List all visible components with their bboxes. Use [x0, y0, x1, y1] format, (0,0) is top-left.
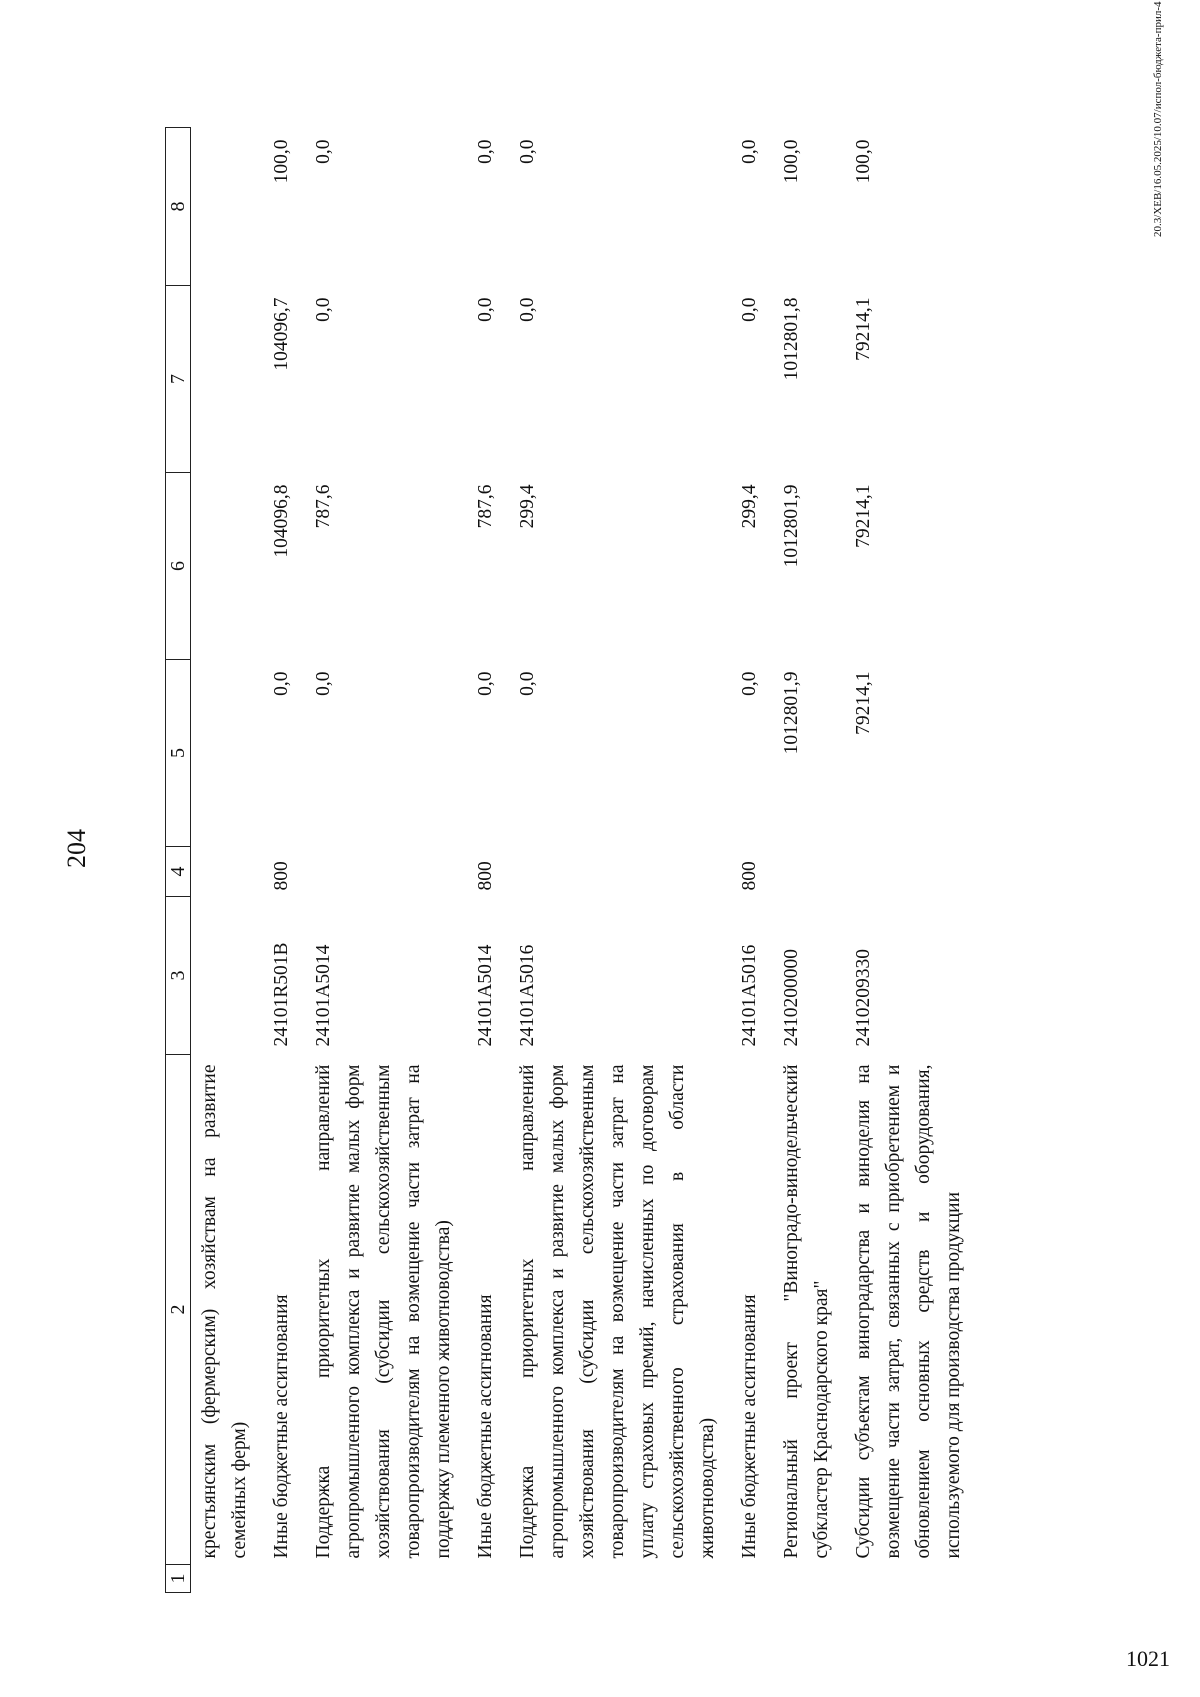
row-col8: 0,0: [517, 139, 538, 164]
row-col6: 299,4: [739, 484, 760, 529]
table-row: [509, 128, 731, 1593]
row-name: Поддержка приоритетных направлений агропромышленного комплекса и развитие малых форм хозяйствования (субсидии сельскохозяйственным товаропроизводителям на возмещение части затрат на уплату страховых премий, начисленных по договорам сельскохозяйственного страхования в области животноводства): [517, 1064, 718, 1559]
row-name: Региональный проект "Виноградо-винодельческий субкластер Краснодарского края": [781, 1064, 832, 1559]
row-type: [305, 847, 467, 897]
row-col6: 787,6: [313, 484, 334, 529]
column-header-1: 1: [166, 1565, 191, 1593]
table-row: [773, 128, 845, 1593]
row-code: 24101R501В: [271, 942, 292, 1047]
row-col7: 0,0: [517, 297, 538, 322]
row-type: 800: [271, 861, 292, 891]
row-type: [509, 847, 731, 897]
row-col5: 0,0: [517, 671, 538, 696]
row-index-cell: [773, 1565, 845, 1593]
row-type: [773, 847, 845, 897]
row-index-cell: [191, 1565, 264, 1593]
row-col8: 0,0: [475, 139, 496, 164]
table-row: [305, 128, 467, 1593]
row-name: Поддержка приоритетных направлений агропромышленного комплекса и развитие малых форм хозяйствования (субсидии сельскохозяйственным товаропроизводителям на возмещение части затрат на поддержку племенного животноводства): [313, 1064, 454, 1559]
row-col6: [191, 473, 264, 660]
column-number-header: [166, 128, 191, 1593]
row-name: Иные бюджетные ассигнования: [739, 1294, 760, 1559]
row-col5: 0,0: [475, 671, 496, 696]
row-col6: 79214,1: [853, 484, 874, 548]
row-name: Иные бюджетные ассигнования: [475, 1294, 496, 1559]
row-col7: [191, 286, 264, 473]
row-code: 24101А5016: [517, 944, 538, 1047]
row-col8: [191, 128, 264, 286]
page-number: 204: [62, 829, 91, 868]
table-row: [731, 128, 773, 1593]
row-col8: 100,0: [853, 139, 874, 184]
row-col8: 0,0: [313, 139, 334, 164]
row-col7: 0,0: [313, 297, 334, 322]
row-type: 800: [475, 861, 496, 891]
footer-document-code: 20.3/ХЕВ/16.05.2025/10.07/испол-бюджета-прил-4: [1152, 1, 1164, 237]
table-row: [467, 128, 509, 1593]
row-col7: 0,0: [475, 297, 496, 322]
row-col7: 104096,7: [271, 297, 292, 371]
row-name: Иные бюджетные ассигнования: [271, 1294, 292, 1559]
row-col5: 79214,1: [853, 671, 874, 735]
row-col6: 299,4: [517, 484, 538, 529]
row-col8: 0,0: [739, 139, 760, 164]
row-type: 800: [739, 861, 760, 891]
row-code: 2410209330: [853, 949, 874, 1047]
row-code: [191, 897, 264, 1055]
column-header-8: 8: [166, 128, 191, 286]
table-row: [191, 128, 264, 1593]
column-header-2: 2: [166, 1055, 191, 1565]
row-code: 2410200000: [781, 949, 802, 1047]
row-col5: [191, 660, 264, 847]
row-col5: 0,0: [739, 671, 760, 696]
column-header-7: 7: [166, 286, 191, 473]
row-col7: 0,0: [739, 297, 760, 322]
column-header-4: 4: [166, 847, 191, 897]
column-header-5: 5: [166, 660, 191, 847]
row-code: 24101А5014: [475, 944, 496, 1047]
sheet-number: 1021: [1126, 1646, 1170, 1671]
row-col5: 1012801,9: [781, 671, 802, 755]
row-col7: 1012801,8: [781, 297, 802, 381]
row-col5: 0,0: [271, 671, 292, 696]
table-row: [845, 128, 977, 1593]
budget-table: [165, 127, 977, 1593]
row-col8: 100,0: [271, 139, 292, 184]
row-col7: 79214,1: [853, 297, 874, 361]
row-index-cell: [263, 1565, 305, 1593]
row-index-cell: [731, 1565, 773, 1593]
row-index-cell: [509, 1565, 731, 1593]
row-index-cell: [467, 1565, 509, 1593]
row-name: крестьянским (фермерским) хозяйствам на развитие семейных ферм): [199, 1064, 250, 1559]
row-col6: 1012801,9: [781, 484, 802, 568]
table-row: [263, 128, 305, 1593]
row-index-cell: [845, 1565, 977, 1593]
row-col6: 104096,8: [271, 484, 292, 558]
row-col5: 0,0: [313, 671, 334, 696]
column-header-3: 3: [166, 897, 191, 1055]
row-col6: 787,6: [475, 484, 496, 529]
row-code: 24101А5016: [739, 944, 760, 1047]
row-index-cell: [305, 1565, 467, 1593]
row-type: [191, 847, 264, 897]
row-col8: 100,0: [781, 139, 802, 184]
row-name: Субсидии субъектам виноградарства и виноделия на возмещение части затрат, связанных с приобретением и обновлением основных средств и оборудования, используемого для производства продукции: [853, 1064, 964, 1559]
row-type: [845, 847, 977, 897]
column-header-6: 6: [166, 473, 191, 660]
row-code: 24101А5014: [313, 944, 334, 1047]
